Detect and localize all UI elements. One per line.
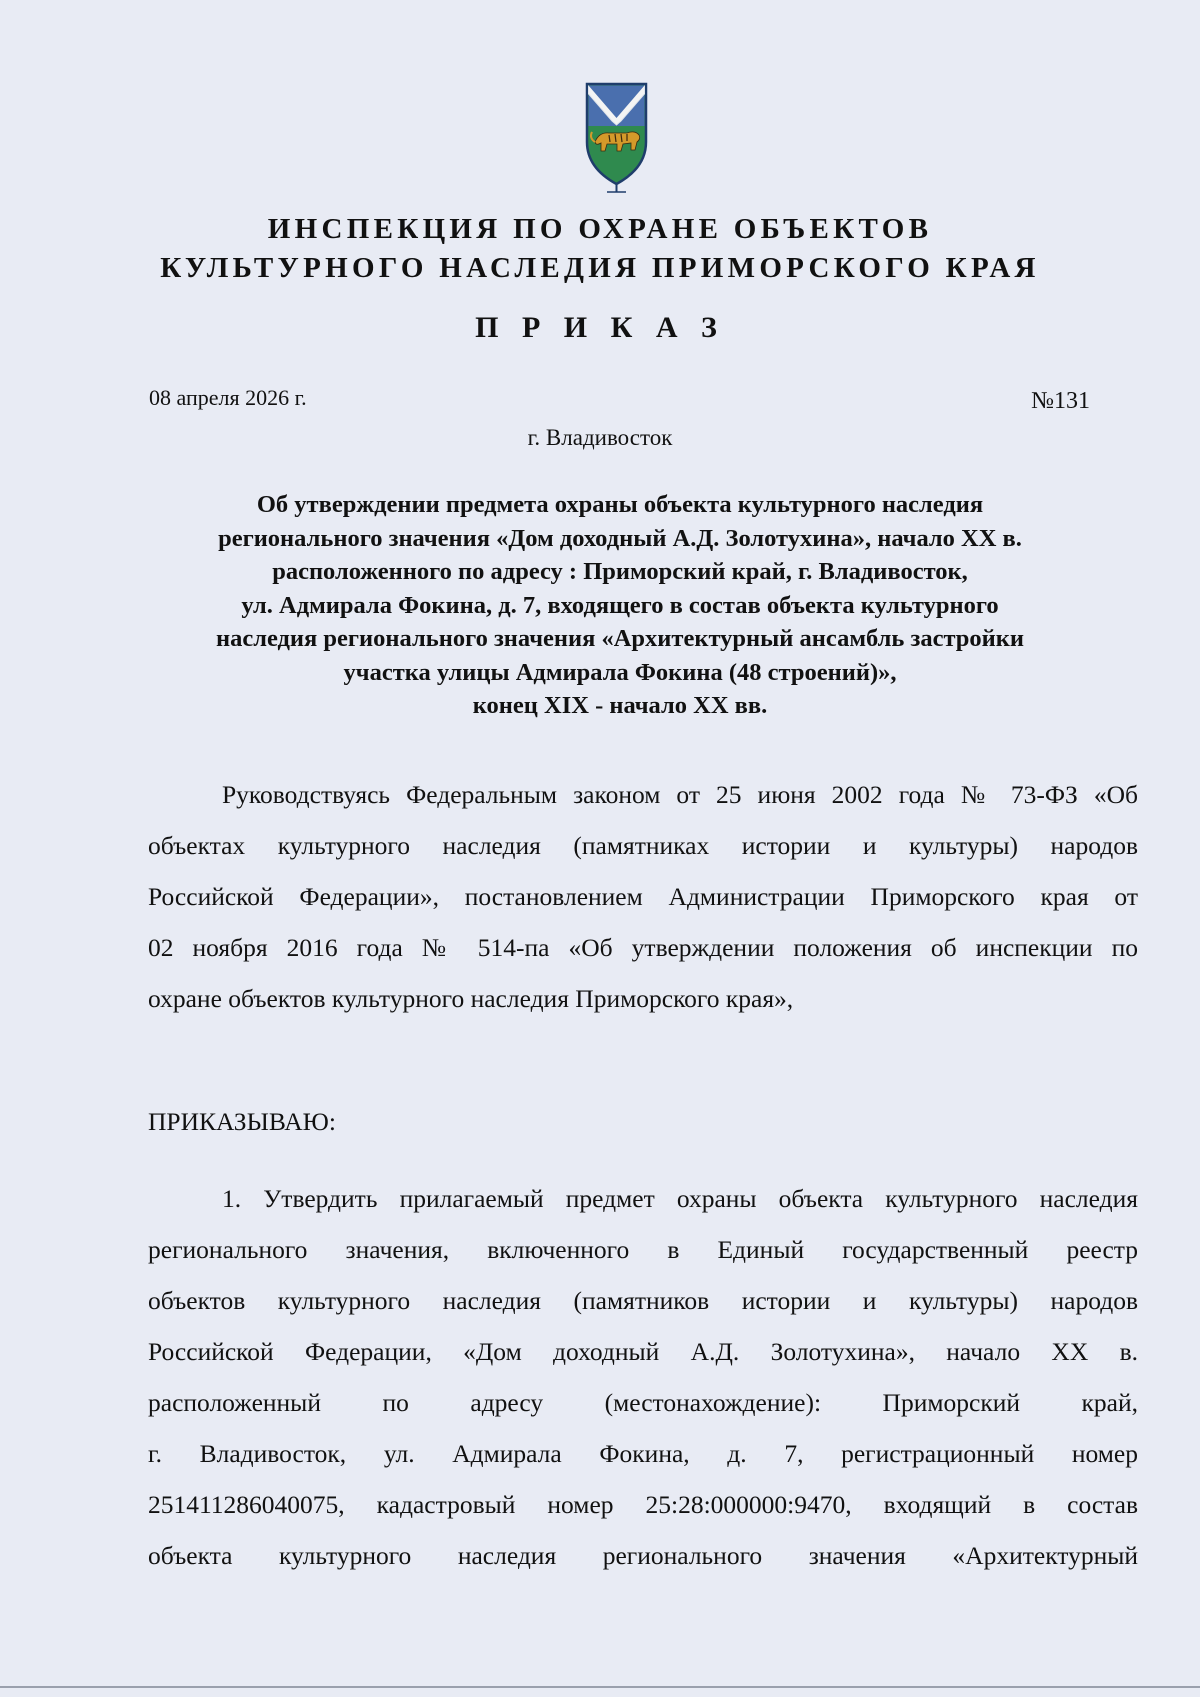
item-1-line: объектов культурного наследия (памятников истории и культуры) народов xyxy=(148,1286,1138,1315)
page-bottom-edge xyxy=(0,1686,1200,1688)
document-city: г. Владивосток xyxy=(527,425,673,450)
subject-line: конец XIX - начало XX вв. xyxy=(472,692,768,719)
organization-name-line-1: ИНСПЕКЦИЯ ПО ОХРАНЕ ОБЪЕКТОВ xyxy=(267,213,933,245)
preamble-line: 02 ноября 2016 года № 514-па «Об утверждении положения об инспекции по xyxy=(148,933,1138,962)
item-1-line: 251411286040075, кадастровый номер 25:28:000000:9470, входящий в состав xyxy=(148,1490,1138,1519)
subject-line: ул. Адмирала Фокина, д. 7, входящего в состав объекта культурного xyxy=(241,591,999,619)
preamble-line: объектах культурного наследия (памятниках истории и культуры) народов xyxy=(148,831,1138,860)
order-word-block xyxy=(148,1096,1138,1147)
document-number: №131 xyxy=(1031,388,1090,414)
item-1-line: регионального значения, включенного в Единый государственный реестр xyxy=(148,1235,1138,1264)
item-1-line: 1. Утвердить прилагаемый предмет охраны объекта культурного наследия xyxy=(222,1184,1138,1213)
item-1-line: расположенный по адресу (местонахождение): Приморский край, xyxy=(148,1388,1138,1417)
document-subject xyxy=(150,488,1090,723)
item-1-paragraph xyxy=(148,1173,1138,1581)
order-word: ПРИКАЗЫВАЮ: xyxy=(148,1107,336,1136)
primorsky-krai-coat-of-arms-icon xyxy=(583,80,650,198)
subject-line: регионального значения «Дом доходный А.Д. Золотухина», начало XX в. xyxy=(218,524,1022,552)
preamble-line: охране объектов культурного наследия Приморского края», xyxy=(148,984,794,1013)
preamble-line: Руководствуясь Федеральным законом от 25 июня 2002 года № 73-ФЗ «Об xyxy=(222,780,1138,809)
preamble-line: Российской Федерации», постановлением Администрации Приморского края от xyxy=(148,882,1138,911)
document-date: 08 апреля 2026 г. xyxy=(149,385,307,410)
organization-name-line-2: КУЛЬТУРНОГО НАСЛЕДИЯ ПРИМОРСКОГО КРАЯ xyxy=(160,252,1040,284)
item-1-line: г. Владивосток, ул. Адмирала Фокина, д. 7, регистрационный номер xyxy=(148,1439,1138,1468)
item-1-line: Российской Федерации, «Дом доходный А.Д. Золотухина», начало XX в. xyxy=(148,1337,1138,1366)
subject-line: участка улицы Адмирала Фокина (48 строений)», xyxy=(343,658,897,686)
subject-line: Об утверждении предмета охраны объекта культурного наследия xyxy=(256,491,984,518)
subject-line: расположенного по адресу : Приморский край, г. Владивосток, xyxy=(272,558,968,585)
item-1-line: объекта культурного наследия регионального значения «Архитектурный xyxy=(148,1541,1138,1570)
preamble-paragraph xyxy=(148,769,1138,1024)
subject-line: наследия регионального значения «Архитектурный ансамбль застройки xyxy=(216,625,1024,652)
document-type-title: П Р И К А З xyxy=(475,311,725,344)
